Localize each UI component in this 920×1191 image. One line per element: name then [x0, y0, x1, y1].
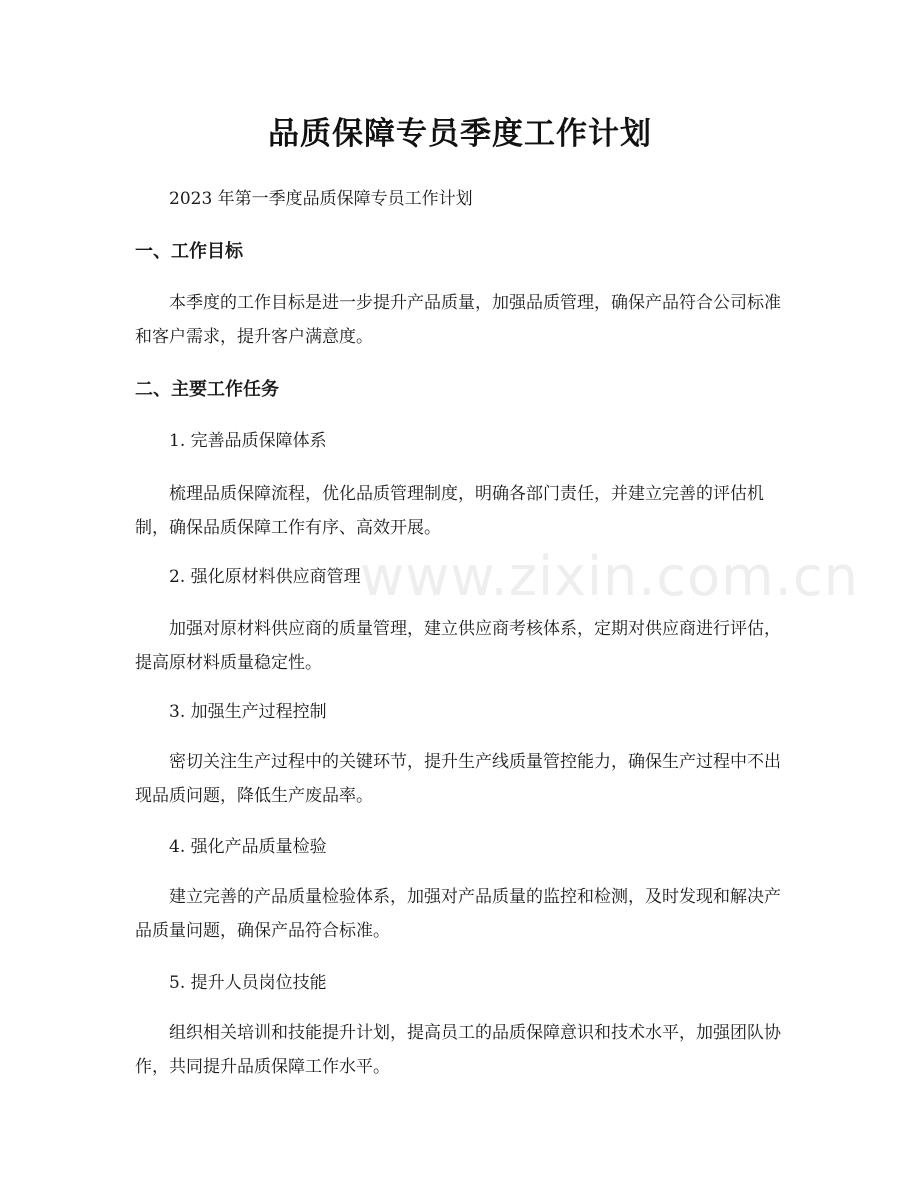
watermark-text: www.zixin.com.cn	[360, 545, 859, 608]
task-body: 梳理品质保障流程，优化品质管理制度，明确各部门责任，并建立完善的评估机制，确保品质保障工作有序、高效开展。	[135, 484, 764, 538]
task-title: 2. 强化原材料供应商管理	[169, 567, 361, 587]
section-heading-goals: 一、工作目标	[135, 241, 243, 262]
task-title: 5. 提升人员岗位技能	[169, 973, 327, 993]
task-body: 组织相关培训和技能提升计划，提高员工的品质保障意识和技术水平，加强团队协作，共同提升品质保障工作水平。	[135, 1023, 781, 1077]
task-body: 建立完善的产品质量检验体系，加强对产品质量的监控和检测，及时发现和解决产品质量问题，确保产品符合标准。	[135, 887, 781, 941]
task-title: 1. 完善品质保障体系	[169, 431, 327, 451]
goals-paragraph: 本季度的工作目标是进一步提升产品质量，加强品质管理，确保产品符合公司标准和客户需求，提升客户满意度。	[135, 293, 781, 347]
task-title: 3. 加强生产过程控制	[169, 702, 327, 722]
task-title: 4. 强化产品质量检验	[169, 837, 327, 857]
task-body: 加强对原材料供应商的质量管理，建立供应商考核体系，定期对供应商进行评估，提高原材料质量稳定性。	[135, 619, 781, 673]
page-title: 品质保障专员季度工作计划	[268, 116, 652, 152]
document-subtitle: 2023 年第一季度品质保障专员工作计划	[169, 189, 473, 209]
section-heading-tasks: 二、主要工作任务	[135, 379, 279, 400]
task-body: 密切关注生产过程中的关键环节，提升生产线质量管控能力，确保生产过程中不出现品质问题，降低生产废品率。	[135, 752, 781, 806]
